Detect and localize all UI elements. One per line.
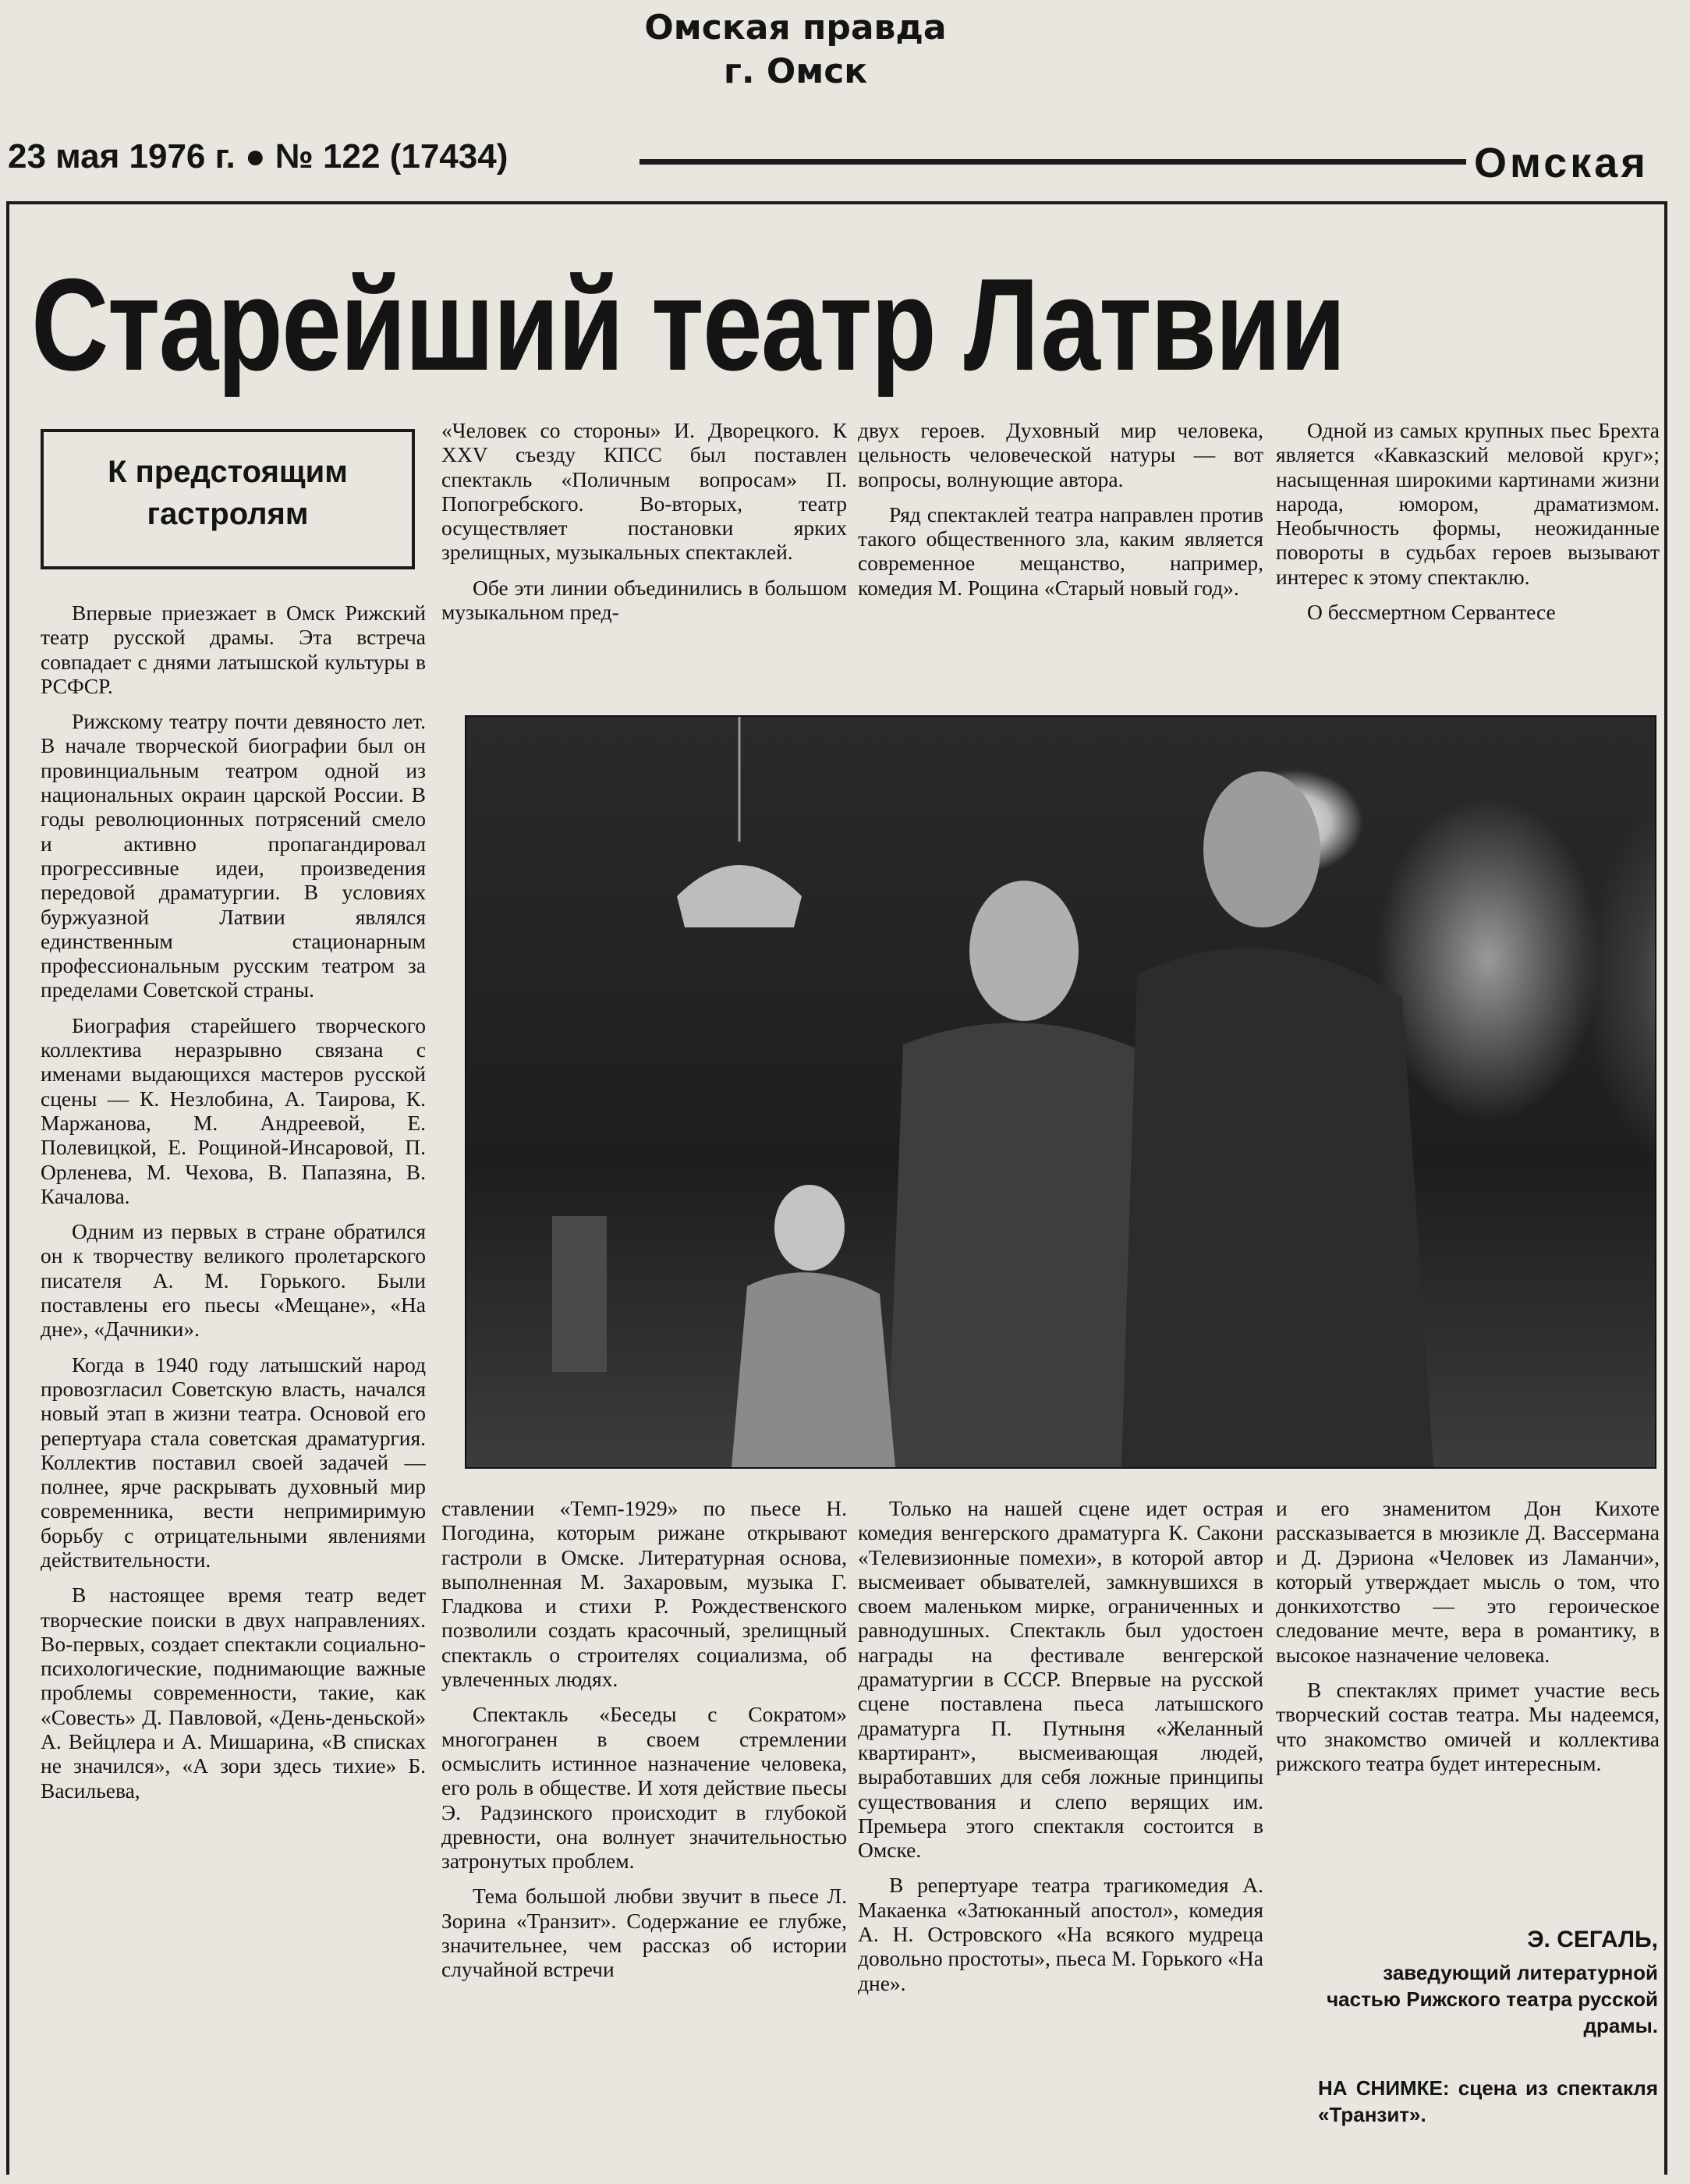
article-headline: Старейший театр Латвии (31, 251, 1345, 398)
paragraph: Обе эти линии объединились в большом музыкальном пред- (441, 575, 847, 625)
paragraph: «Человек со стороны» И. Дворецкого. К XXV съезду КПСС был поставлен спектакль «Поличным вопросам» П. Попогребского. Во-вторых, театр осуществляет постановки ярких зрелищных, музыкальных спектаклей. (441, 418, 847, 565)
article-column-4-bottom (1276, 1496, 1660, 1886)
photo-caption (1318, 2075, 1658, 2128)
paragraph: В репертуаре театра трагикомедия А. Макаенка «Затюканный апостол», комедия А. Н. Островского «На всякого мудреца довольно простоты», пьеса М. Горького «На дне». (858, 1873, 1263, 1995)
article-column-3-bottom (858, 1496, 1263, 2159)
handwritten-note (593, 6, 998, 94)
paragraph: В спектаклях примет участие весь творческий состав театра. Мы надеемся, что знакомство омичей и коллектива рижского театра будет интересным. (1276, 1678, 1660, 1775)
article-column-4-top (1276, 418, 1660, 687)
paragraph: Когда в 1940 году латышский народ провозгласил Советскую власть, начался новый этап в жизни театра. Основой его репертуара стала советская драматургия. Коллектив поставил своей задачей — полнее, ярче раскрывать духовный мир современника, вести непримиримую борьбу с отрицательными явлениями действительности. (41, 1352, 426, 1572)
paragraph: О бессмертном Сервантесе (1307, 600, 1556, 625)
stage-photo (465, 715, 1656, 1469)
article-column-2-bottom (441, 1496, 847, 2159)
paragraph: В настоящее время театр ведет творческие поиски в двух направлениях. Во-первых, создает спектакли социально-психологические, поднимающие важные проблемы современности, такие, как «Совесть» Д. Павловой, «День-деньской» А. Вейцлера и А. Мишарина, «В списках не значился», «А зори здесь тихие» Б. Васильева, (41, 1583, 426, 1803)
stage-photo-figures (466, 717, 1655, 1467)
masthead-rule (640, 159, 1466, 165)
article-column-2-top (441, 418, 847, 687)
paragraph: ставлении «Темп-1929» по пьесе Н. Погодина, которым рижане открывают гастроли в Омске. Литературная основа, выполненная М. Захаровым, музыка Г. Гладкова и стихи Р. Рождественского позволили создать красочный, зрелищный спектакль о строителях социализма, об увлеченных людях. (441, 1496, 847, 1692)
paragraph: Рижскому театру почти девяносто лет. В начале творческой биографии был он провинциальным театром одной из национальных окраин царской России. В годы революционных потрясений смело и активно пропагандировал прогрессивные идеи, произведения передовой драматургии. В условиях буржуазной Латвии являлся единственным стационарным профессиональным русским театром за пределами Советской страны. (41, 709, 426, 1002)
paragraph: Одной из самых крупных пьес Брехта является «Кавказский меловой круг»; насыщенная широкими картинами жизни народа, юмором, драматизмом. Необычность формы, неожиданные повороты в судьбах героев вызывают интерес к этому спектаклю. (1276, 418, 1660, 589)
author-title: заведующий литературной частью Рижского театра русской драмы. (1327, 1961, 1658, 2037)
article-rubric: К предстоящим гастролям (41, 429, 415, 569)
paragraph: Одним из первых в стране обратился он к творчеству великого пролетарского писателя А. М. Горького. Были поставлены его пьесы «Мещане», «На дне», «Дачники». (41, 1219, 426, 1342)
handwritten-note-line1: Омская правда (644, 8, 947, 48)
paragraph: и его знаменитом Дон Кихоте рассказывается в мюзикле Д. Вассермана и Д. Дэриона «Человек из Ламанчи», который утверждает мысль о том, что донкихотство — это героическое следование мечте, вера в романтику, в высокое назначение человека. (1276, 1496, 1660, 1667)
paragraph: Только на нашей сцене идет острая комедия венгерского драматурга К. Сакони «Телевизионные помехи», в которой автор высмеивает обывателей, замкнувшихся в своем маленьком мирке, ограниченных и равнодушных. Спектакль был удостоен награды на фестивале венгерской драматургии в СССР. Впервые на русской сцене поставлена пьеса латышского драматурга П. Путныня «Желанный квартирант», высмеивающая людей, выработавших для себя ложные принципы существования и слепо верящих им. Премьера этого спектакля состоится в Омске. (858, 1496, 1263, 1863)
masthead-newspaper-name: Омская (1474, 140, 1649, 186)
author-name: Э. СЕГАЛЬ, (1527, 1927, 1658, 1952)
paragraph: двух героев. Духовный мир человека, цельность человеческой натуры — вот вопросы, волнующие автора. (858, 418, 1263, 491)
handwritten-note-line2: г. Омск (723, 51, 868, 91)
paragraph: Спектакль «Беседы с Сократом» многогранен в своем стремлении осмыслить истинное назначение человека, его роль в обществе. И хотя действие пьесы Э. Радзинского происходит в глубокой древности, она волнует значительностью затронутых проблем. (441, 1702, 847, 1874)
paragraph: Тема большой любви звучит в пьесе Л. Зорина «Транзит». Содержание ее глубже, значительнее, чем рассказ об истории случайной встречи (441, 1884, 847, 1982)
frame-left-rule (6, 201, 9, 2175)
masthead-date-issue: 23 мая 1976 г. ● № 122 (17434) (8, 137, 508, 176)
photo-caption-text: сцена из спектакля «Транзит». (1318, 2076, 1658, 2126)
frame-right-rule (1664, 201, 1667, 2175)
paragraph: Впервые приезжает в Омск Рижский театр русской драмы. Эта встреча совпадает с днями латышской культуры в РСФСР. (41, 601, 426, 698)
article-column-3-top (858, 418, 1263, 687)
photo-caption-label: НА СНИМКЕ: (1318, 2076, 1450, 2100)
paragraph: Биография старейшего творческого коллектива неразрывно связана с именами выдающихся мастеров русской сцены — К. Незлобина, А. Таирова, К. Маржанова, М. Андреевой, Е. Полевицкой, Е. Рощиной-Инсаровой, П. Орленева, М. Чехова, В. Папазяна, В. Качалова. (41, 1012, 426, 1208)
frame-top-rule (6, 201, 1667, 204)
paragraph: Ряд спектаклей театра направлен против такого общественного зла, каким является современное мещанство, например, комедия М. Рощина «Старый новый год». (858, 502, 1263, 600)
article-column-1 (41, 601, 426, 2149)
